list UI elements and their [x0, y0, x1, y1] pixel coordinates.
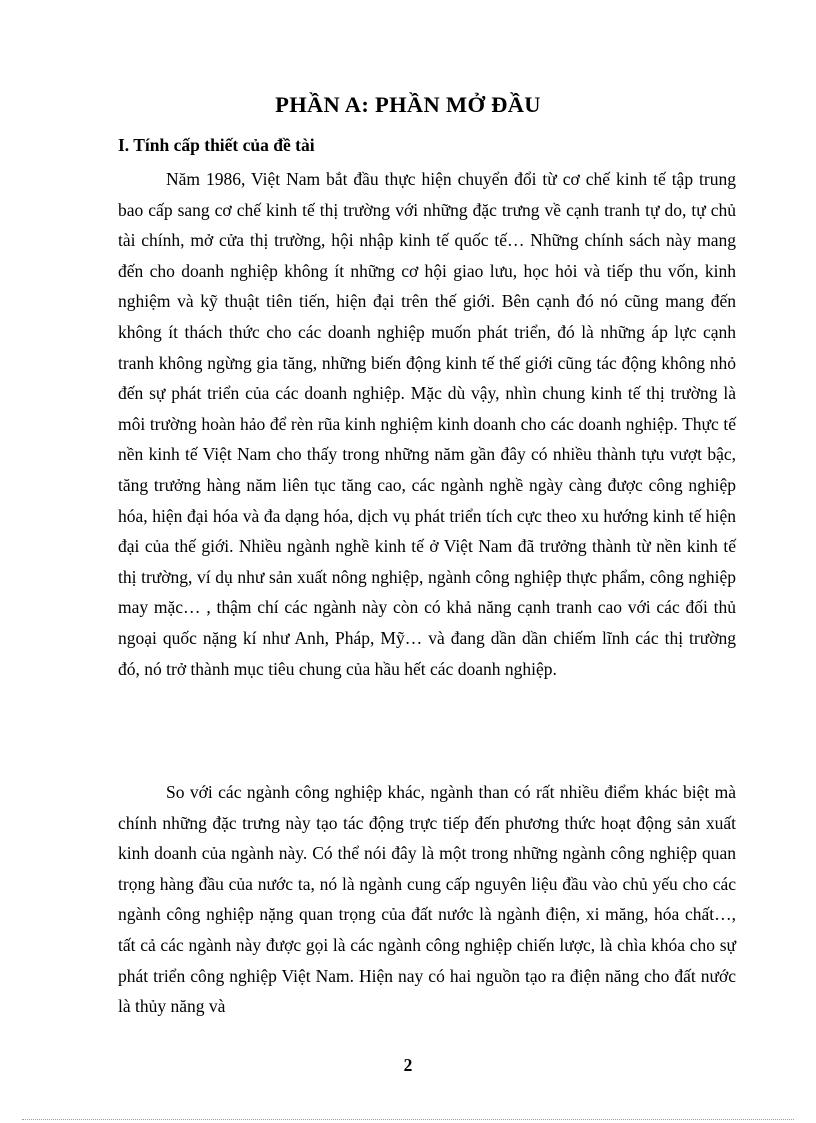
body-paragraph-1: Năm 1986, Việt Nam bắt đầu thực hiện chuyển đổi từ cơ chế kinh tế tập trung bao cấp sang cơ chế kinh tế thị trường với những đặc trưng về cạnh tranh tự do, tự chủ tài chính, mở cửa thị trường, hội nhập kinh tế quốc tế… Những chính sách này mang đến cho doanh nghiệp không ít những cơ hội giao lưu, học hỏi và tiếp thu vốn, kinh nghiệm và kỹ thuật tiên tiến, hiện đại trên thế giới. Bên cạnh đó nó cũng mang đến không ít thách thức cho các doanh nghiệp muốn phát triển, đó là những áp lực cạnh tranh không ngừng gia tăng, những biến động kinh tế thế giới cũng tác động không nhỏ đến sự phát triển của các doanh nghiệp. Mặc dù vậy, nhìn chung kinh tế thị trường là môi trường hoàn hảo để rèn rũa kinh nghiệm kinh doanh cho các doanh nghiệp. Thực tế nền kinh tế Việt Nam cho thấy trong những năm gần đây có nhiều thành tựu vượt bậc, tăng trưởng hàng năm liên tục tăng cao, các ngành nghề ngày càng được công nghiệp hóa, hiện đại hóa và đa dạng hóa, dịch vụ phát triển tích cực theo xu hướng kinh tế hiện đại của thế giới. Nhiều ngành nghề kinh tế ở Việt Nam đã trưởng thành từ nền kinh tế thị trường, ví dụ như sản xuất nông nghiệp, ngành công nghiệp thực phẩm, công nghiệp may mặc… , thậm chí các ngành này còn có khả năng cạnh tranh cao với các đối thủ ngoại quốc nặng kí như Anh, Pháp, Mỹ… và đang dần dần chiếm lĩnh các thị trường đó, nó trở thành mục tiêu chung của hầu hết các doanh nghiệp.: [118, 169, 736, 679]
page-title: PHẦN A: PHẦN MỞ ĐẦU: [275, 92, 541, 117]
page-number: 2: [403, 1055, 413, 1075]
section-heading: I. Tính cấp thiết của đề tài: [118, 135, 315, 155]
body-paragraph-2: So với các ngành công nghiệp khác, ngành than có rất nhiều điểm khác biệt mà chính những đặc trưng này tạo tác động trực tiếp đến phương thức hoạt động sản xuất kinh doanh của ngành này. Có thể nói đây là một trong những ngành công nghiệp quan trọng hàng đầu của nước ta, nó là ngành cung cấp nguyên liệu đầu vào chủ yếu cho các ngành công nghiệp nặng quan trọng của đất nước là ngành điện, xi măng, hóa chất…, tất cả các ngành này được gọi là các ngành công nghiệp chiến lược, là chìa khóa cho sự phát triển công nghiệp Việt Nam. Hiện nay có hai nguồn tạo ra điện năng cho đất nước là thủy năng và: [118, 782, 736, 1017]
page-bottom-divider: [22, 1119, 794, 1120]
